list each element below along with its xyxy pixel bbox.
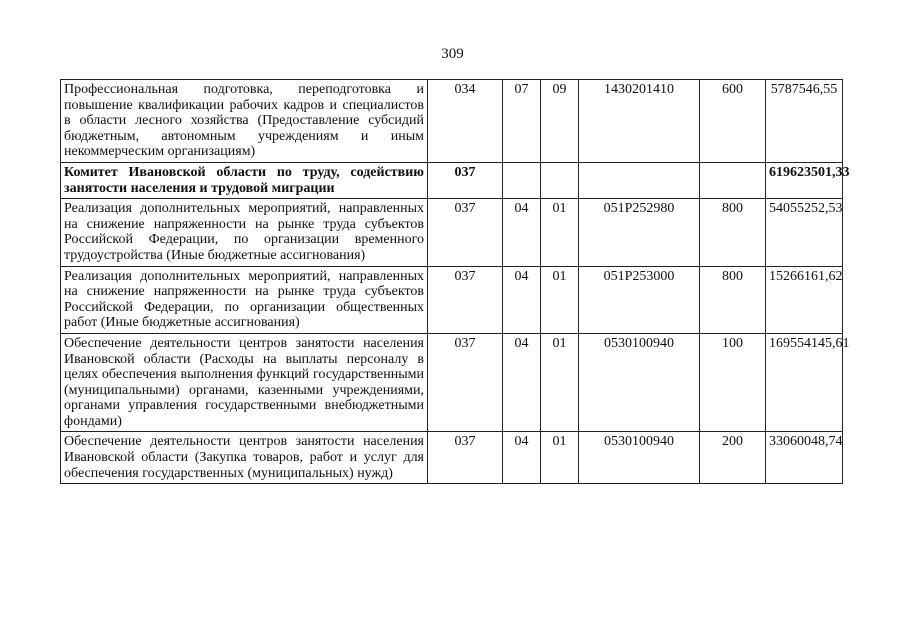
table-row [61, 333, 843, 432]
ministry-code: 037 [428, 266, 503, 333]
target-code: 0530100940 [579, 432, 700, 484]
page-number: 309 [441, 46, 464, 62]
ministry-code: 037 [428, 162, 503, 198]
table-row [61, 266, 843, 333]
target-code: 0530100940 [579, 333, 700, 432]
section-code: 04 [503, 333, 541, 432]
ministry-code: 037 [428, 199, 503, 266]
amount: 54055252,53 [766, 199, 843, 266]
amount: 5787546,55 [766, 80, 843, 163]
expense-type-code [700, 162, 766, 198]
table-row [61, 162, 843, 198]
subsection-code: 01 [541, 333, 579, 432]
target-code: 051P253000 [579, 266, 700, 333]
ministry-code: 037 [428, 333, 503, 432]
subsection-code [541, 162, 579, 198]
section-code: 04 [503, 199, 541, 266]
target-code: 051P252980 [579, 199, 700, 266]
amount: 15266161,62 [766, 266, 843, 333]
subsection-code: 01 [541, 266, 579, 333]
budget-table [60, 79, 850, 484]
section-code: 04 [503, 432, 541, 484]
ministry-code: 034 [428, 80, 503, 163]
row-name: Реализация дополнительных мероприятий, направленных на снижение напряженности на рынке труда субъектов Российской Федерации, по организации временного трудоустройства (Иные бюджетные ассигнования) [61, 199, 428, 266]
subsection-code: 01 [541, 432, 579, 484]
amount: 169554145,61 [766, 333, 843, 432]
target-code: 1430201410 [579, 80, 700, 163]
section-code [503, 162, 541, 198]
subsection-code: 01 [541, 199, 579, 266]
ministry-code: 037 [428, 432, 503, 484]
row-name: Обеспечение деятельности центров занятости населения Ивановской области (Закупка товаров, работ и услуг для обеспечения государственных (муниципальных) нужд) [61, 432, 428, 484]
expense-type-code: 800 [700, 199, 766, 266]
amount: 619623501,33 [766, 162, 843, 198]
expense-type-code: 800 [700, 266, 766, 333]
table-row [61, 80, 843, 163]
row-name: Профессиональная подготовка, переподготовка и повышение квалификации рабочих кадров и специалистов в области лесного хозяйства (Предоставление субсидий бюджетным, автономным учреждениям и иным некоммерческим организациям) [61, 80, 428, 163]
section-code: 04 [503, 266, 541, 333]
row-name: Реализация дополнительных мероприятий, направленных на снижение напряженности на рынке труда субъектов Российской Федерации, по организации общественных работ (Иные бюджетные ассигнования) [61, 266, 428, 333]
row-name: Комитет Ивановской области по труду, содействию занятости населения и трудовой миграции [61, 162, 428, 198]
subsection-code: 09 [541, 80, 579, 163]
amount: 33060048,74 [766, 432, 843, 484]
section-code: 07 [503, 80, 541, 163]
table-row [61, 432, 843, 484]
expense-type-code: 200 [700, 432, 766, 484]
expense-type-code: 100 [700, 333, 766, 432]
row-name: Обеспечение деятельности центров занятости населения Ивановской области (Расходы на выплаты персоналу в целях обеспечения выполнения функций государственными (муниципальными) органами, казенными учреждениями, органами управления государственными внебюджетными фондами) [61, 333, 428, 432]
target-code [579, 162, 700, 198]
expense-type-code: 600 [700, 80, 766, 163]
table-row [61, 199, 843, 266]
